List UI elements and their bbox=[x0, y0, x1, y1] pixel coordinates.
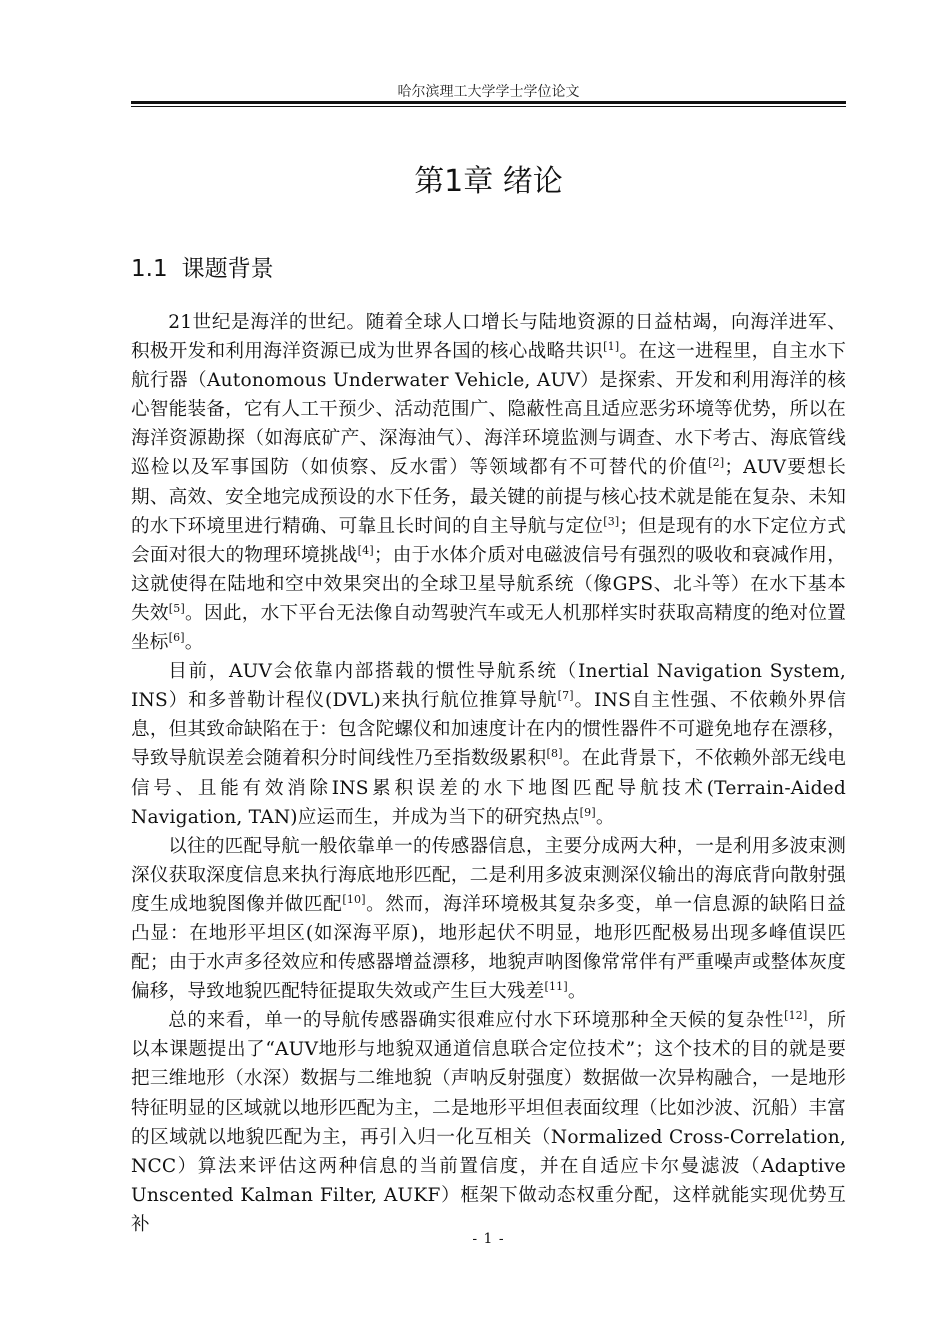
citation-marker: [12] bbox=[784, 1009, 808, 1023]
paragraph-text: 21世纪是海洋的世纪。随着全球人口增长与陆地资源的日益枯竭，向海洋进军、积极开发和利用海洋资源已成为世界各国的核心战略共识 bbox=[131, 312, 846, 363]
body-paragraph bbox=[131, 657, 846, 832]
paragraph-text: 。因此，水下平台无法像自动驾驶汽车或无人机那样实时获取高精度的绝对位置坐标 bbox=[131, 602, 846, 654]
citation-marker: [10] bbox=[342, 892, 366, 906]
paragraph-text: 总的来看，单一的导航传感器确实很难应付水下环境那种全天候的复杂性 bbox=[168, 1010, 785, 1032]
chapter-title: 第1章 绪论 bbox=[414, 164, 563, 199]
body-paragraph bbox=[131, 1006, 846, 1239]
citation-marker: [5] bbox=[168, 601, 185, 615]
header-rule-thin bbox=[131, 106, 846, 107]
citation-marker: [3] bbox=[603, 514, 620, 528]
paragraph-text: 目前，AUV会依靠内部搭载的惯性导航系统（Inertial Navigation System, INS）和多普勒计程仪(DVL)来执行航位推算导航 bbox=[131, 661, 846, 712]
section-heading bbox=[131, 250, 274, 283]
page-number: - 1 - bbox=[472, 1231, 505, 1247]
paragraph-text: ；由于水体介质对电磁波信号有强烈的吸收和衰减作用，这就使得在陆地和空中效果突出的全球卫星导航系统（像GPS、北斗等）在水下基本失效 bbox=[131, 544, 846, 624]
citation-marker: [11] bbox=[544, 979, 568, 993]
section-number: 1.1 bbox=[131, 256, 168, 282]
running-header: 哈尔滨理工大学学士学位论文 bbox=[397, 84, 580, 100]
paragraph-text: 。 bbox=[595, 806, 615, 828]
citation-marker: [8] bbox=[546, 747, 563, 761]
citation-marker: [4] bbox=[357, 543, 374, 557]
paragraph-text: 。 bbox=[184, 632, 204, 654]
paragraph-text: 。 bbox=[567, 981, 587, 1003]
paragraph-text: 。在这一进程里，自主水下航行器（Autonomous Underwater Vehicle, AUV）是探索、开发和利用海洋的核心智能装备，它有人工干预少、活动范围广、隐蔽性高且适应恶劣环境等优势，所以在海洋资源勘探（如海底矿产、深海油气）、海洋环境监测与调查、水下考古、海底管线巡检以及军事国防（如侦察、反水雷）等领域都有不可替代的价值 bbox=[131, 341, 846, 479]
paragraph-text: 以往的匹配导航一般依靠单一的传感器信息，主要分成两大种，一是利用多波束测深仪获取深度信息来执行海底地形匹配，二是利用多波束测深仪输出的海底背向散射强度生成地貌图像并做匹配 bbox=[131, 835, 846, 915]
citation-marker: [2] bbox=[708, 456, 725, 470]
section-title: 课题背景 bbox=[181, 256, 274, 282]
paragraph-text: 。在此背景下，不依赖外部无线电信号、且能有效消除INS累积误差的水下地图匹配导航技术(Terrain-Aided Navigation, TAN)应运而生，并成为当下的研究热点 bbox=[131, 748, 846, 828]
body-paragraph bbox=[131, 832, 846, 1007]
citation-marker: [1] bbox=[603, 339, 620, 353]
body-paragraph bbox=[131, 308, 846, 657]
header-rule-thick bbox=[131, 101, 846, 104]
paragraph-text: ，所以本课题提出了“AUV地形与地貌双通道信息联合定位技术”；这个技术的目的就是要把三维地形（水深）数据与二维地貌（声呐反射强度）数据做一次异构融合，一是地形特征明显的区域就以地形匹配为主，二是地形平坦但表面纹理（比如沙波、沉船）丰富的区域就以地貌匹配为主，再引入归一化互相关（Normalized Cross-Correlation, NCC）算法来评估这两种信息的当前置信度，并在自适应卡尔曼滤波（Adaptive Unscented Kalman Filter, AUKF）框架下做动态权重分配，这样就能实现优势互补 bbox=[131, 1010, 846, 1235]
citation-marker: [9] bbox=[579, 805, 596, 819]
paragraph-text: ；AUV要想长期、高效、安全地完成预设的水下任务，最关键的前提与核心技术就是能在复杂、未知的水下环境里进行精确、可靠且长时间的自主导航与定位 bbox=[131, 457, 846, 537]
body-text bbox=[131, 308, 846, 1239]
citation-marker: [6] bbox=[168, 630, 185, 644]
citation-marker: [7] bbox=[557, 689, 574, 703]
paragraph-text: 。然而，海洋环境极其复杂多变，单一信息源的缺陷日益凸显：在地形平坦区(如深海平原)，地形起伏不明显，地形匹配极易出现多峰值误匹配；由于水声多径效应和传感器增益漂移，地貌声呐图像常常伴有严重噪声或整体灰度偏移，导致地貌匹配特征提取失效或产生巨大残差 bbox=[131, 893, 846, 1003]
paragraph-text: 。INS自主性强、不依赖外界信息，但其致命缺陷在于：包含陀螺仪和加速度计在内的惯性器件不可避免地存在漂移，导致导航误差会随着积分时间线性乃至指数级累积 bbox=[131, 690, 846, 770]
paragraph-text: ；但是现有的水下定位方式会面对很大的物理环境挑战 bbox=[131, 515, 846, 566]
